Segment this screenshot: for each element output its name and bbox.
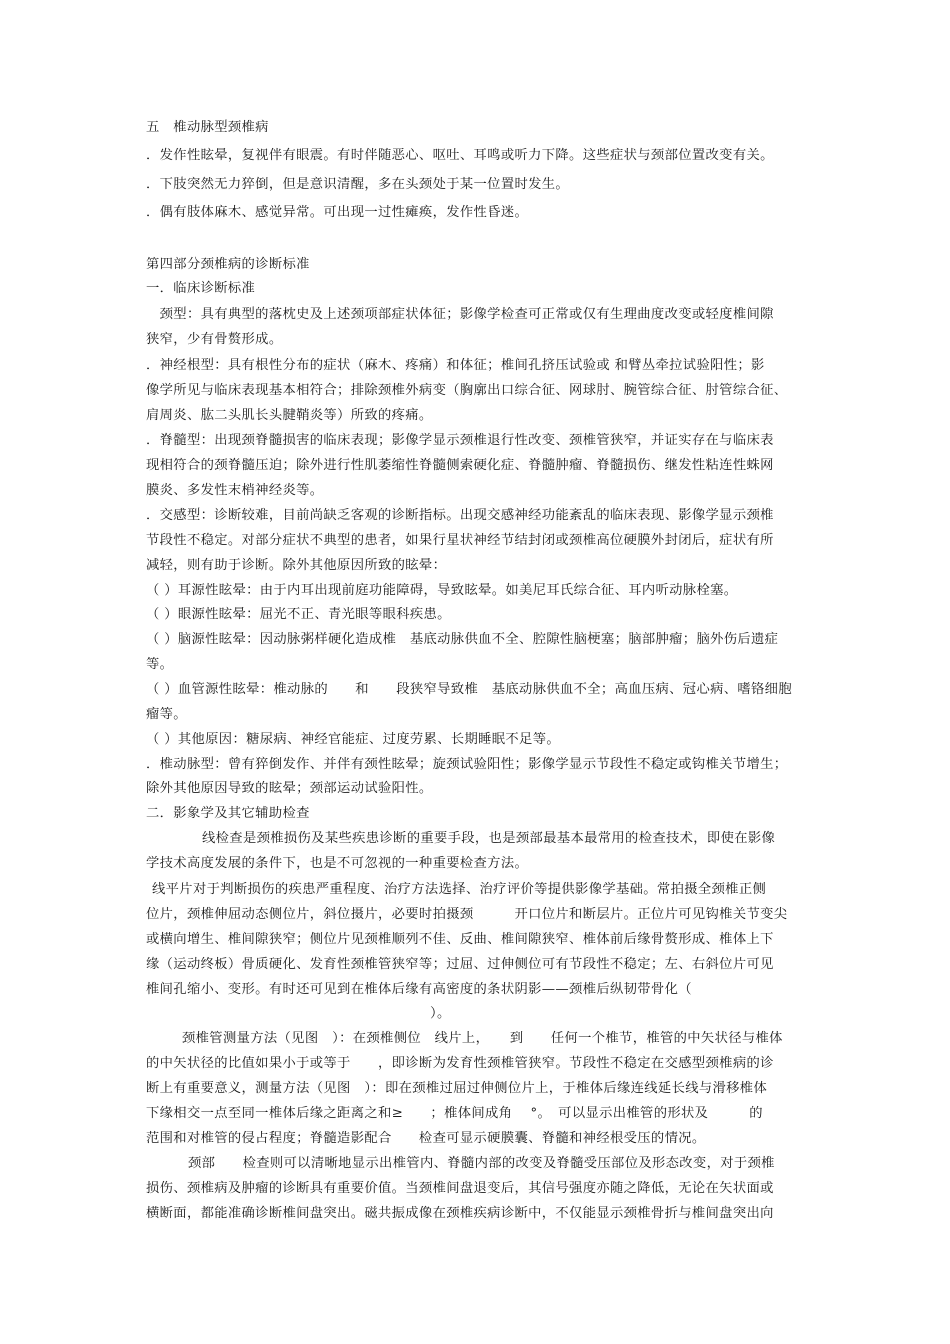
text-line: 学技术高度发展的条件下，也是不可忽视的一种重要检查方法。 [146, 856, 529, 871]
text-line: 等。 [146, 657, 174, 672]
text-line: 断上有重要意义，测量方法（见图 ）：即在颈椎过屈过伸侧位片上，于椎体后缘连线延长线与滑移椎体 [146, 1081, 768, 1096]
text-line: ）。 [430, 1006, 451, 1021]
text-line: （ ）血管源性眩晕：椎动脉的 和 段狭窄导致椎 基底动脉供血不全；高血压病、冠心病、嗜铬细胞 [146, 682, 792, 697]
text-line: 肩周炎、肱二头肌长头腱鞘炎等）所致的疼痛。 [146, 408, 433, 423]
text-line: 除外其他原因导致的眩晕；颈部运动试验阳性。 [146, 781, 433, 796]
text-line: 下缘相交一点至同一椎体后缘之距离之和≥ ；椎体间成角 °。 可以显示出椎管的形状及 的 [146, 1106, 763, 1121]
text-line: （ ）其他原因：糖尿病、神经官能症、过度劳累、长期睡眠不足等。 [146, 732, 560, 747]
text-line: （ ）脑源性眩晕：因动脉粥样硬化造成椎 基底动脉供血不全、腔隙性脑梗塞；脑部肿瘤；脑外伤后遗症 [146, 632, 779, 647]
text-line: 横断面，都能准确诊断椎间盘突出。磁共振成像在颈椎疾病诊断中，不仅能显示颈椎骨折与椎间盘突出向 [146, 1206, 774, 1221]
text-line: 位片，颈椎伸屈动态侧位片，斜位摄片，必要时拍摄颈 开口位片和断层片。正位片可见钩椎关节变尖 [146, 907, 788, 922]
text-line: 椎间孔缩小、变形。有时还可见到在椎体后缘有高密度的条状阴影——颈椎后纵韧带骨化（ [146, 982, 692, 997]
text-line: ．偶有肢体麻木、感觉异常。可出现一过性瘫痪，发作性昏迷。 [146, 205, 529, 220]
subsection-heading: 一．临床诊断标准 [146, 281, 256, 296]
text-line: 瘤等。 [146, 707, 187, 722]
text-line: 范围和对椎管的侵占程度；脊髓造影配合 检查可显示硬膜囊、脊髓和神经根受压的情况。 [146, 1131, 706, 1146]
section-heading: 五 椎动脉型颈椎病 [146, 120, 269, 135]
text-line: 缘（运动终板）骨质硬化、发育性颈椎管狭窄等；过屈、过伸侧位可有节段性不稳定；左、右斜位片可见 [146, 957, 774, 972]
text-line: （ ）耳源性眩晕：由于内耳出现前庭功能障碍，导致眩晕。如美尼耳氏综合征、耳内听动脉栓塞。 [146, 583, 738, 598]
text-line: 减轻，则有助于诊断。除外其他原因所致的眩晕： [146, 558, 447, 573]
text-line: ．下肢突然无力猝倒，但是意识清醒，多在头颈处于某一位置时发生。 [146, 177, 570, 192]
text-line: 线检查是颈椎损伤及某些疾患诊断的重要手段，也是颈部最基本最常用的检查技术，即使在影像 [202, 831, 776, 846]
part-heading: 第四部分颈椎病的诊断标准 [146, 257, 310, 272]
text-line: 颈型：具有典型的落枕史及上述颈项部症状体征；影像学检查可正常或仅有生理曲度改变或轻度椎间隙 [146, 307, 774, 322]
text-line: 的中矢状径的比值如果小于或等于 ，即诊断为发育性颈椎管狭窄。节段性不稳定在交感型颈椎病的诊 [146, 1056, 774, 1071]
text-line: 节段性不稳定。对部分症状不典型的患者，如果行星状神经节结封闭或颈椎高位硬膜外封闭后，症状有所 [146, 533, 774, 548]
subsection-heading: 二．影象学及其它辅助检查 [146, 806, 310, 821]
text-line: 颈椎管测量方法（见图 ）：在颈椎侧位 线片上， 到 任何一个椎节，椎管的中矢状径与椎体 [182, 1031, 783, 1046]
text-line: 颈部 检查则可以清晰地显示出椎管内、脊髓内部的改变及脊髓受压部位及形态改变，对于颈椎 [188, 1156, 775, 1171]
text-line: 狭窄，少有骨赘形成。 [146, 332, 283, 347]
text-line: ．脊髓型：出现颈脊髓损害的临床表现；影像学显示颈椎退行性改变、颈椎管狭窄，并证实存在与临床表 [146, 433, 774, 448]
text-line: ．交感型：诊断较难，目前尚缺乏客观的诊断指标。出现交感神经功能紊乱的临床表现、影像学显示颈椎 [146, 508, 774, 523]
text-line: 膜炎、多发性末梢神经炎等。 [146, 483, 324, 498]
text-line: 现相符合的颈脊髓压迫；除外进行性肌萎缩性脊髓侧索硬化症、脊髓肿瘤、脊髓损伤、继发性粘连性蛛网 [146, 458, 774, 473]
text-line: （ ）眼源性眩晕：屈光不正、青光眼等眼科疾患。 [146, 607, 451, 622]
text-line: ．神经根型：具有根性分布的症状（麻木、疼痛）和体征；椎间孔挤压试验或 和臂丛牵拉试验阳性；影 [146, 358, 765, 373]
text-line: ．椎动脉型：曾有猝倒发作、并伴有颈性眩晕；旋颈试验阳性；影像学显示节段性不稳定或钩椎关节增生； [146, 757, 788, 772]
text-line: 像学所见与临床表现基本相符合；排除颈椎外病变（胸廓出口综合征、网球肘、腕管综合征、肘管综合征、 [146, 383, 788, 398]
text-line: 损伤、颈椎病及肿瘤的诊断具有重要价值。当颈椎间盘退变后，其信号强度亦随之降低，无论在矢状面或 [146, 1181, 774, 1196]
text-line: 或横向增生、椎间隙狭窄；侧位片见颈椎顺列不佳、反曲、椎间隙狭窄、椎体前后缘骨赘形成、椎体上下 [146, 932, 774, 947]
text-line: 线平片对于判断损伤的疾患严重程度、治疗方法选择、治疗评价等提供影像学基础。常拍摄全颈椎正侧 [152, 882, 767, 897]
text-line: ．发作性眩晕，复视伴有眼震。有时伴随恶心、呕吐、耳鸣或听力下降。这些症状与颈部位置改变有关。 [146, 148, 774, 163]
